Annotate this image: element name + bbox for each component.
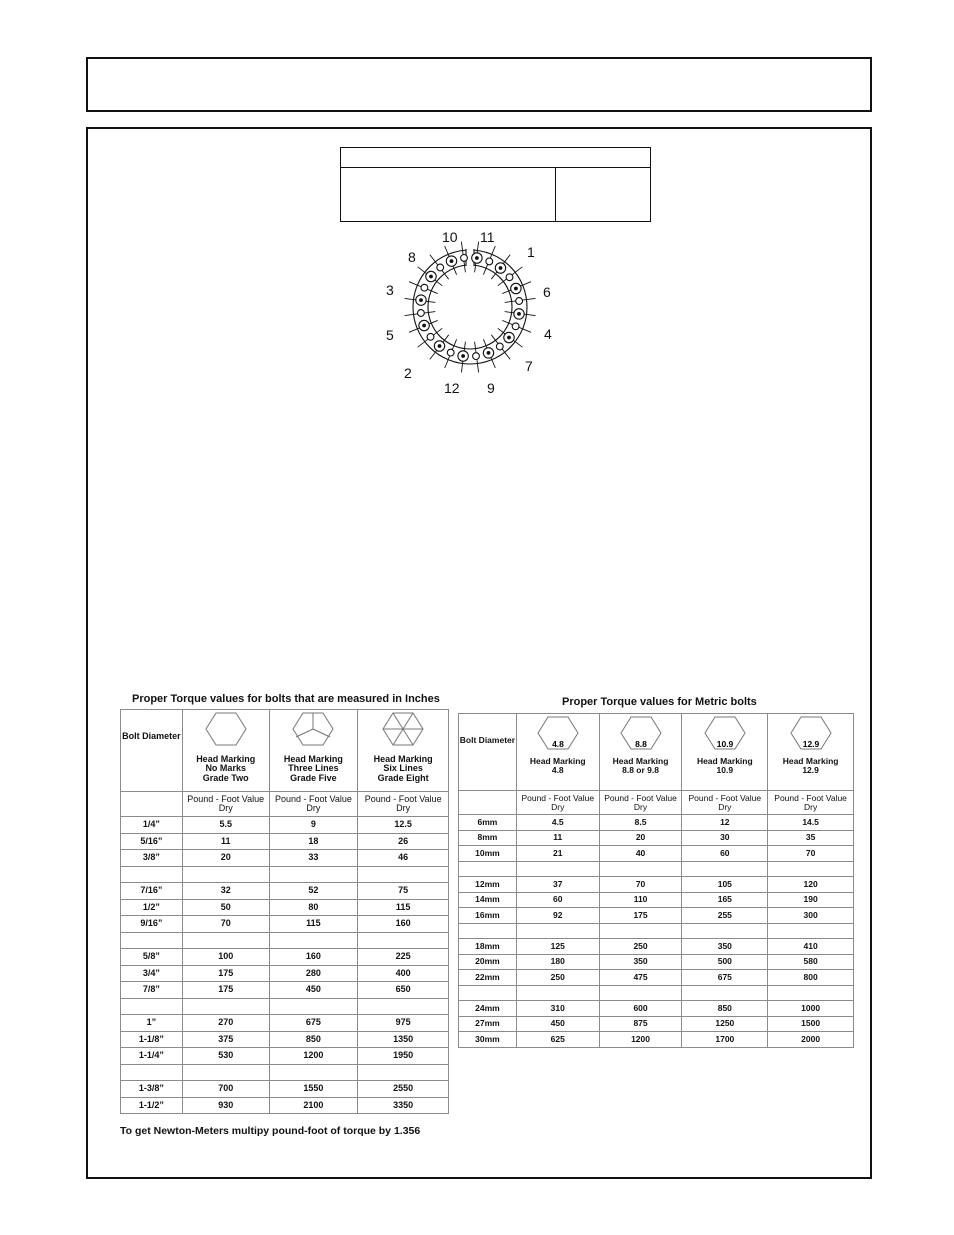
torque-value-cell: 1200 — [599, 1032, 682, 1048]
bolt-size-cell: 1-1/8” — [121, 1031, 183, 1048]
bolt-size-cell: 7/16” — [121, 883, 183, 900]
class-8-8-header: 8.8 Head Marking 8.8 or 9.8 — [599, 714, 682, 791]
bolt-hole — [512, 323, 519, 330]
torque-value-cell: 5.5 — [182, 817, 269, 834]
grade-five-header: Head Marking Three Lines Grade Five — [269, 710, 358, 792]
hex-head-three-lines-icon — [291, 710, 335, 748]
torque-value-cell: 225 — [358, 949, 449, 966]
bolt-hole — [506, 274, 513, 281]
torque-value-cell: 20 — [182, 850, 269, 867]
bolt-center-dot — [517, 312, 521, 316]
torque-value-cell: 675 — [269, 1015, 358, 1032]
torque-value-cell: 70 — [599, 877, 682, 893]
table-row — [459, 908, 854, 924]
torque-value-cell: 1550 — [269, 1081, 358, 1098]
header-box — [86, 57, 872, 112]
torque-value-cell: 80 — [269, 899, 358, 916]
bolt-size-cell: 16mm — [459, 908, 517, 924]
table-row — [121, 866, 449, 883]
torque-value-cell: 50 — [182, 899, 269, 916]
bolt-size-cell: 1/4” — [121, 817, 183, 834]
bolt-size-cell: 22mm — [459, 970, 517, 986]
table-row — [459, 985, 854, 1001]
pattern-number-2: 2 — [404, 365, 412, 381]
hex-label-10-9: 10.9 — [716, 739, 734, 749]
pattern-number-9: 9 — [487, 380, 495, 396]
torque-value-cell: 52 — [269, 883, 358, 900]
bolt-size-cell: 10mm — [459, 846, 517, 862]
bolt-hole — [516, 298, 523, 305]
torque-value-cell: 450 — [269, 982, 358, 999]
bolt-size-cell: 9/16” — [121, 916, 183, 933]
torque-value-cell: 675 — [682, 970, 768, 986]
bolt-size-cell — [459, 923, 517, 939]
torque-value-cell — [358, 866, 449, 883]
bolt-size-cell: 3/8” — [121, 850, 183, 867]
torque-value-cell — [269, 1064, 358, 1081]
table-row — [121, 965, 449, 982]
table-row — [121, 1097, 449, 1114]
table-row — [459, 970, 854, 986]
bolt-center-dot — [450, 259, 454, 263]
bolt-center-dot — [487, 351, 491, 355]
hex-head-8-8-icon — [619, 714, 663, 752]
torque-value-cell: 40 — [599, 846, 682, 862]
class-12-9-header: 12.9 Head Marking 12.9 — [768, 714, 854, 791]
torque-value-cell — [516, 861, 599, 877]
bolt-center-dot — [475, 256, 479, 260]
torque-value-cell: 300 — [768, 908, 854, 924]
pattern-number-3: 3 — [386, 282, 394, 298]
torque-value-cell: 650 — [358, 982, 449, 999]
torque-value-cell: 32 — [182, 883, 269, 900]
hex-head-4-8-icon — [536, 714, 580, 752]
torque-value-cell: 30 — [682, 830, 768, 846]
torque-value-cell: 310 — [516, 1001, 599, 1017]
bolt-size-cell: 18mm — [459, 939, 517, 955]
bolt-center-dot — [507, 336, 511, 340]
torque-value-cell: 280 — [269, 965, 358, 982]
bolt-center-dot — [499, 266, 503, 270]
torque-value-cell: 33 — [269, 850, 358, 867]
torque-value-cell: 875 — [599, 1016, 682, 1032]
torque-value-cell: 180 — [516, 954, 599, 970]
torque-value-cell — [358, 998, 449, 1015]
torque-value-cell: 70 — [768, 846, 854, 862]
torque-value-cell — [182, 998, 269, 1015]
torque-value-cell: 9 — [269, 817, 358, 834]
bolt-size-cell: 27mm — [459, 1016, 517, 1032]
bolt-size-cell: 5/16” — [121, 833, 183, 850]
torque-value-cell: 160 — [269, 949, 358, 966]
grade-eight-header: Head Marking Six Lines Grade Eight — [358, 710, 449, 792]
unit-label: Pound - Foot Value Dry — [358, 792, 449, 817]
torque-value-cell: 475 — [599, 970, 682, 986]
torque-value-cell — [682, 985, 768, 1001]
bolt-size-cell: 30mm — [459, 1032, 517, 1048]
bolt-size-cell — [459, 861, 517, 877]
bolt-diameter-header: Bolt Diameter — [459, 714, 517, 791]
torque-value-cell — [269, 932, 358, 949]
grade-two-header: Head Marking No Marks Grade Two — [182, 710, 269, 792]
torque-value-cell: 1500 — [768, 1016, 854, 1032]
class-4-8-header: 4.8 Head Marking 4.8 — [516, 714, 599, 791]
torque-value-cell: 165 — [682, 892, 768, 908]
bolt-size-cell: 1” — [121, 1015, 183, 1032]
unit-label: Pound - Foot Value Dry — [269, 792, 358, 817]
bolt-hole — [473, 353, 480, 360]
inch-table-header-row — [121, 710, 449, 792]
bolt-size-cell — [121, 932, 183, 949]
metric-table-caption: Proper Torque values for Metric bolts — [562, 696, 757, 708]
torque-value-cell: 120 — [768, 877, 854, 893]
hex-head-no-marks-icon — [204, 710, 248, 748]
torque-value-cell — [768, 923, 854, 939]
spec-table-header — [341, 148, 650, 168]
bolt-size-cell: 3/4” — [121, 965, 183, 982]
bolt-hole — [496, 343, 503, 350]
torque-value-cell: 175 — [599, 908, 682, 924]
bolt-center-dot — [461, 354, 465, 358]
torque-value-cell: 11 — [182, 833, 269, 850]
unit-label: Pound - Foot Value Dry — [516, 791, 599, 815]
table-row — [459, 815, 854, 831]
pattern-number-11: 11 — [480, 229, 495, 245]
pattern-number-1: 1 — [527, 244, 535, 260]
torque-value-cell: 60 — [682, 846, 768, 862]
torque-value-cell: 930 — [182, 1097, 269, 1114]
table-row — [121, 998, 449, 1015]
bolt-size-cell: 12mm — [459, 877, 517, 893]
table-row — [459, 892, 854, 908]
torque-value-cell: 75 — [358, 883, 449, 900]
table-row — [459, 954, 854, 970]
bolt-tightening-pattern-diagram — [380, 225, 560, 400]
bolt-hole — [437, 264, 444, 271]
table-row — [459, 830, 854, 846]
bolt-size-cell — [121, 998, 183, 1015]
torque-value-cell: 600 — [599, 1001, 682, 1017]
torque-value-cell — [516, 985, 599, 1001]
torque-value-cell: 2000 — [768, 1032, 854, 1048]
torque-value-cell — [768, 985, 854, 1001]
torque-value-cell: 800 — [768, 970, 854, 986]
torque-value-cell: 4.5 — [516, 815, 599, 831]
bolt-size-cell: 8mm — [459, 830, 517, 846]
pattern-inner-ring — [428, 265, 512, 349]
torque-value-cell: 350 — [599, 954, 682, 970]
bolt-size-cell: 20mm — [459, 954, 517, 970]
hex-label-12-9: 12.9 — [802, 739, 819, 749]
pattern-number-12: 12 — [444, 380, 460, 396]
torque-value-cell: 60 — [516, 892, 599, 908]
table-row — [121, 982, 449, 999]
metric-table-unit-row — [459, 791, 854, 815]
bolt-hole — [421, 284, 428, 291]
torque-value-cell: 1950 — [358, 1048, 449, 1065]
torque-value-cell — [269, 866, 358, 883]
bolt-hole — [461, 255, 468, 262]
spec-table — [340, 147, 651, 222]
bolt-size-cell — [121, 866, 183, 883]
metric-table-body — [459, 815, 854, 1048]
torque-value-cell — [182, 932, 269, 949]
unit-label: Pound - Foot Value Dry — [768, 791, 854, 815]
torque-value-cell — [182, 866, 269, 883]
inch-table-body — [121, 817, 449, 1114]
table-row — [121, 916, 449, 933]
hex-head-six-lines-icon — [381, 710, 425, 748]
class-10-9-header: 10.9 Head Marking 10.9 — [682, 714, 768, 791]
torque-value-cell: 250 — [516, 970, 599, 986]
torque-value-cell: 3350 — [358, 1097, 449, 1114]
torque-value-cell — [358, 1064, 449, 1081]
bolt-hole — [427, 333, 434, 340]
torque-value-cell: 700 — [182, 1081, 269, 1098]
table-row — [121, 1048, 449, 1065]
table-row — [459, 1032, 854, 1048]
table-row — [121, 932, 449, 949]
torque-value-cell: 115 — [269, 916, 358, 933]
inch-table-unit-row — [121, 792, 449, 817]
torque-value-cell: 12 — [682, 815, 768, 831]
hex-head-12-9-icon — [789, 714, 833, 752]
torque-value-cell: 70 — [182, 916, 269, 933]
bolt-size-cell: 1-3/8” — [121, 1081, 183, 1098]
torque-value-cell — [599, 985, 682, 1001]
torque-value-cell: 125 — [516, 939, 599, 955]
bolt-size-cell: 24mm — [459, 1001, 517, 1017]
torque-value-cell: 160 — [358, 916, 449, 933]
torque-value-cell: 975 — [358, 1015, 449, 1032]
torque-value-cell: 175 — [182, 982, 269, 999]
bolt-size-cell: 14mm — [459, 892, 517, 908]
bolt-size-cell: 6mm — [459, 815, 517, 831]
torque-value-cell: 1350 — [358, 1031, 449, 1048]
torque-value-cell: 1250 — [682, 1016, 768, 1032]
bolt-size-cell: 1-1/2” — [121, 1097, 183, 1114]
torque-value-cell: 46 — [358, 850, 449, 867]
torque-value-cell: 400 — [358, 965, 449, 982]
torque-value-cell: 20 — [599, 830, 682, 846]
inch-torque-table — [120, 709, 449, 1114]
torque-value-cell: 450 — [516, 1016, 599, 1032]
table-row — [121, 1064, 449, 1081]
torque-value-cell: 250 — [599, 939, 682, 955]
torque-value-cell: 350 — [682, 939, 768, 955]
torque-value-cell — [682, 861, 768, 877]
torque-value-cell: 175 — [182, 965, 269, 982]
table-row — [121, 850, 449, 867]
torque-value-cell: 100 — [182, 949, 269, 966]
torque-value-cell: 21 — [516, 846, 599, 862]
torque-value-cell: 375 — [182, 1031, 269, 1048]
table-row — [459, 923, 854, 939]
torque-value-cell — [516, 923, 599, 939]
table-row — [121, 817, 449, 834]
table-row — [459, 939, 854, 955]
torque-value-cell: 850 — [269, 1031, 358, 1048]
bolt-center-dot — [438, 344, 442, 348]
torque-value-cell: 625 — [516, 1032, 599, 1048]
bolt-size-cell: 1-1/4” — [121, 1048, 183, 1065]
torque-value-cell — [599, 861, 682, 877]
pattern-number-5: 5 — [386, 327, 394, 343]
table-row — [459, 1016, 854, 1032]
table-row — [121, 1031, 449, 1048]
torque-value-cell: 580 — [768, 954, 854, 970]
torque-value-cell: 92 — [516, 908, 599, 924]
bolt-size-cell: 1/2” — [121, 899, 183, 916]
bolt-size-cell: 5/8” — [121, 949, 183, 966]
table-row — [121, 1015, 449, 1032]
torque-value-cell: 2550 — [358, 1081, 449, 1098]
torque-value-cell — [269, 998, 358, 1015]
bolt-hole — [418, 310, 425, 317]
bolt-diameter-header: Bolt Diameter — [121, 710, 183, 792]
torque-value-cell: 18 — [269, 833, 358, 850]
bolt-center-dot — [429, 275, 433, 279]
torque-value-cell: 35 — [768, 830, 854, 846]
torque-value-cell: 115 — [358, 899, 449, 916]
bolt-size-cell: 7/8” — [121, 982, 183, 999]
table-row — [459, 861, 854, 877]
torque-value-cell — [599, 923, 682, 939]
newton-meter-conversion-note: To get Newton-Meters multipy pound-foot of torque by 1.356 — [120, 1125, 421, 1137]
torque-value-cell: 110 — [599, 892, 682, 908]
torque-value-cell: 1200 — [269, 1048, 358, 1065]
bolt-center-dot — [514, 287, 518, 291]
spec-table-divider — [555, 168, 556, 221]
bolt-center-dot — [419, 298, 423, 302]
torque-value-cell: 14.5 — [768, 815, 854, 831]
torque-value-cell: 11 — [516, 830, 599, 846]
hex-head-10-9-icon — [703, 714, 747, 752]
table-row — [459, 877, 854, 893]
torque-value-cell: 8.5 — [599, 815, 682, 831]
torque-value-cell: 850 — [682, 1001, 768, 1017]
torque-value-cell: 410 — [768, 939, 854, 955]
torque-value-cell — [682, 923, 768, 939]
torque-value-cell — [768, 861, 854, 877]
torque-value-cell: 37 — [516, 877, 599, 893]
torque-value-cell: 255 — [682, 908, 768, 924]
torque-value-cell: 2100 — [269, 1097, 358, 1114]
unit-label: Pound - Foot Value Dry — [182, 792, 269, 817]
table-row — [459, 1001, 854, 1017]
torque-value-cell: 190 — [768, 892, 854, 908]
torque-value-cell: 12.5 — [358, 817, 449, 834]
bolt-hole — [486, 258, 493, 265]
bolt-center-dot — [422, 324, 426, 328]
torque-value-cell: 270 — [182, 1015, 269, 1032]
metric-torque-table — [458, 713, 854, 1048]
torque-value-cell: 500 — [682, 954, 768, 970]
unit-label: Pound - Foot Value Dry — [682, 791, 768, 815]
inch-table-caption: Proper Torque values for bolts that are measured in Inches — [132, 693, 440, 705]
table-row — [121, 949, 449, 966]
pattern-number-7: 7 — [525, 358, 533, 374]
table-row — [121, 833, 449, 850]
torque-value-cell: 1000 — [768, 1001, 854, 1017]
hex-label-4-8: 4.8 — [551, 739, 564, 749]
torque-value-cell: 1700 — [682, 1032, 768, 1048]
pattern-number-10: 10 — [442, 229, 458, 245]
table-row — [121, 883, 449, 900]
table-row — [459, 846, 854, 862]
pattern-bolt-holes — [416, 253, 524, 361]
metric-table-header-row — [459, 714, 854, 791]
table-row — [121, 899, 449, 916]
table-row — [121, 1081, 449, 1098]
pattern-number-4: 4 — [544, 326, 552, 342]
unit-label: Pound - Foot Value Dry — [599, 791, 682, 815]
torque-value-cell: 26 — [358, 833, 449, 850]
bolt-size-cell — [121, 1064, 183, 1081]
pattern-number-6: 6 — [543, 284, 551, 300]
hex-label-8-8: 8.8 — [634, 739, 647, 749]
torque-value-cell — [182, 1064, 269, 1081]
torque-value-cell — [358, 932, 449, 949]
bolt-size-cell — [459, 985, 517, 1001]
bolt-hole — [447, 349, 454, 356]
torque-value-cell: 530 — [182, 1048, 269, 1065]
torque-value-cell: 105 — [682, 877, 768, 893]
pattern-number-8: 8 — [408, 249, 416, 265]
